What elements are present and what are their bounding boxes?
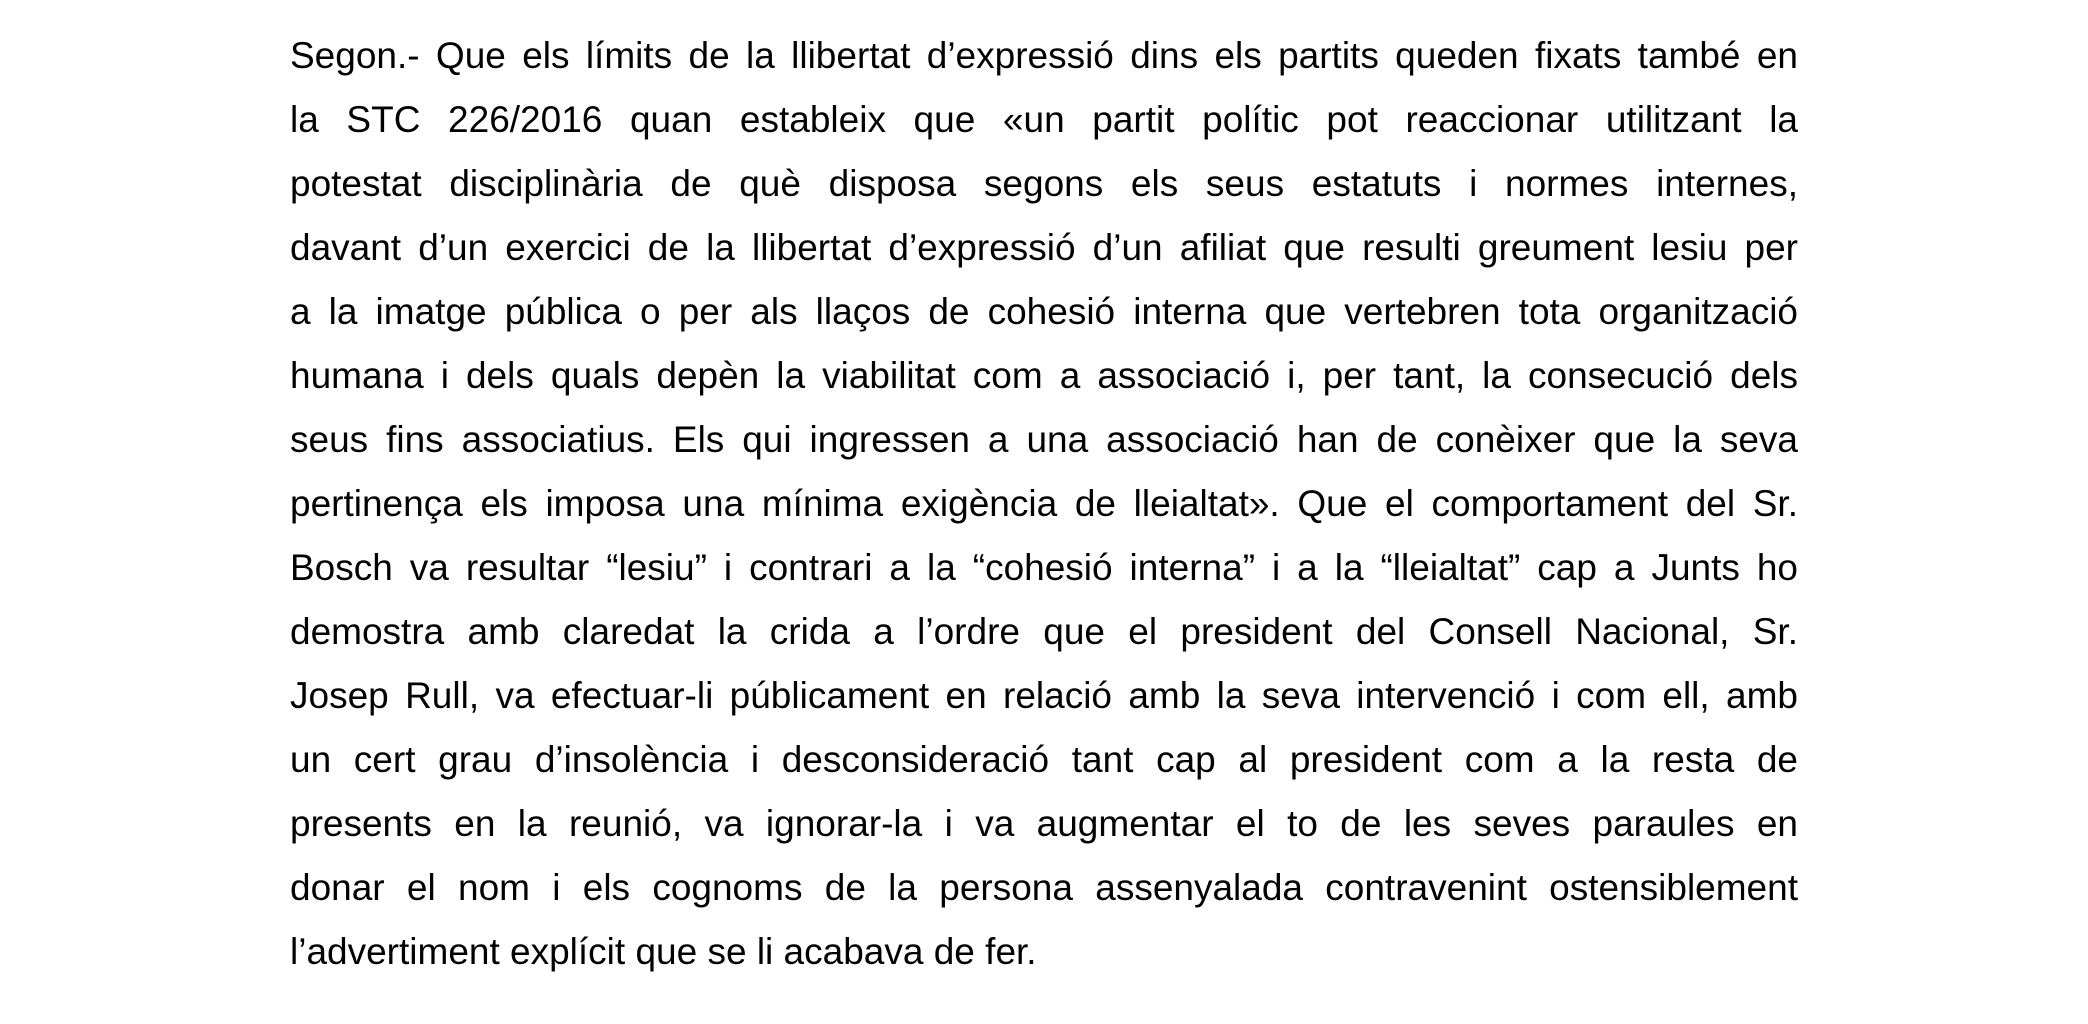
paragraph-line: la STC 226/2016 quan estableix que «un partit polític pot reaccionar utilitzant la <box>290 99 1798 140</box>
paragraph-line: Segon.- Que els límits de la llibertat d’expressió dins els partits queden fixats també en <box>290 35 1798 76</box>
paragraph-line: a la imatge pública o per als llaços de cohesió interna que vertebren tota organització <box>290 291 1798 332</box>
paragraph-line: seus fins associatius. Els qui ingressen a una associació han de conèixer que la seva <box>290 419 1798 460</box>
paragraph-line: humana i dels quals depèn la viabilitat com a associació i, per tant, la consecució dels <box>290 355 1798 396</box>
paragraph-line: potestat disciplinària de què disposa segons els seus estatuts i normes internes, <box>290 163 1798 204</box>
paragraph-line: demostra amb claredat la crida a l’ordre que el president del Consell Nacional, Sr. <box>290 611 1798 652</box>
paragraph-line: davant d’un exercici de la llibertat d’expressió d’un afiliat que resulti greument lesiu per <box>290 227 1798 268</box>
paragraph-line: Bosch va resultar “lesiu” i contrari a la “cohesió interna” i a la “lleialtat” cap a Junts ho <box>290 547 1798 588</box>
body-paragraph <box>290 30 1798 990</box>
paragraph-line: donar el nom i els cognoms de la persona assenyalada contravenint ostensiblement <box>290 867 1798 908</box>
paragraph-line: pertinença els imposa una mínima exigència de lleialtat». Que el comportament del Sr. <box>290 483 1798 524</box>
paragraph-line: Josep Rull, va efectuar-li públicament en relació amb la seva intervenció i com ell, amb <box>290 675 1798 716</box>
paragraph-line: presents en la reunió, va ignorar-la i va augmentar el to de les seves paraules en <box>290 803 1798 844</box>
paragraph-line: un cert grau d’insolència i desconsideració tant cap al president com a la resta de <box>290 739 1798 780</box>
paragraph-line-last: l’advertiment explícit que se li acabava de fer. <box>290 931 1037 972</box>
